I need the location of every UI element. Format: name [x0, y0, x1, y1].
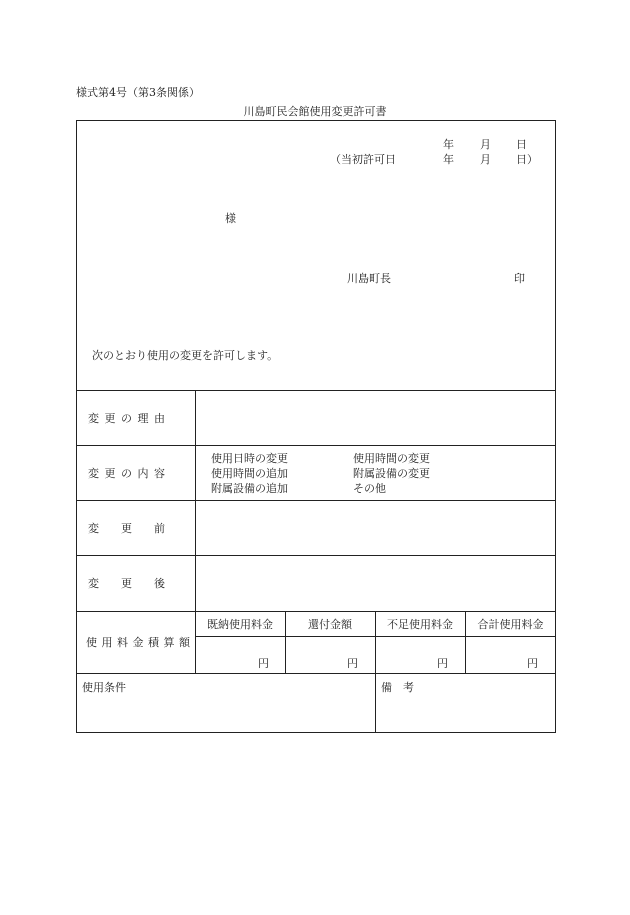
fee-header-shortfall: 不足使用料金 — [387, 618, 453, 631]
form-title: 川島町民会館使用変更許可書 — [243, 105, 387, 118]
option-time-add: 使用時間の追加 — [211, 467, 288, 480]
after-label: 変 更 後 — [88, 577, 165, 590]
divider-fee — [76, 673, 556, 674]
fee-label: 使 用 料 金 積 算 額 — [86, 636, 191, 649]
divider-after — [76, 611, 556, 612]
initial-permit-day: 日） — [516, 153, 538, 166]
option-equipment-change: 附属設備の変更 — [353, 467, 430, 480]
seal-mark: 印 — [514, 272, 525, 285]
initial-permit-label: （当初許可日 — [330, 153, 396, 166]
divider-top-section — [76, 390, 556, 391]
fee-unit-shortfall: 円 — [437, 657, 448, 670]
date-year: 年 — [443, 138, 454, 151]
initial-permit-year: 年 — [443, 153, 454, 166]
fee-unit-paid: 円 — [258, 657, 269, 670]
divider-before — [76, 555, 556, 556]
date-day: 日 — [516, 138, 527, 151]
initial-permit-month: 月 — [480, 153, 491, 166]
fee-header-paid: 既納使用料金 — [207, 618, 273, 631]
form-number: 様式第4号（第3条関係） — [76, 86, 200, 99]
fee-unit-refund: 円 — [347, 657, 358, 670]
content-label: 変 更 の 内 容 — [88, 467, 166, 480]
before-label: 変 更 前 — [88, 522, 165, 535]
fee-unit-total: 円 — [527, 657, 538, 670]
recipient-suffix: 様 — [225, 212, 236, 225]
fee-header-refund: 還付金額 — [308, 618, 352, 631]
permit-statement: 次のとおり使用の変更を許可します。 — [92, 349, 279, 362]
issuer: 川島町長 — [347, 272, 391, 285]
bottom-divider — [375, 673, 376, 733]
option-time-change: 使用時間の変更 — [353, 452, 430, 465]
fee-header-total: 合計使用料金 — [477, 618, 544, 631]
option-equipment-add: 附属設備の追加 — [211, 482, 288, 495]
conditions-label: 使用条件 — [82, 681, 126, 694]
date-month: 月 — [480, 138, 491, 151]
remarks-label: 備 考 — [381, 681, 414, 694]
option-date-change: 使用日時の変更 — [211, 452, 288, 465]
option-other: その他 — [353, 482, 386, 495]
reason-label: 変 更 の 理 由 — [88, 412, 166, 425]
divider-content — [76, 500, 556, 501]
divider-reason — [76, 445, 556, 446]
